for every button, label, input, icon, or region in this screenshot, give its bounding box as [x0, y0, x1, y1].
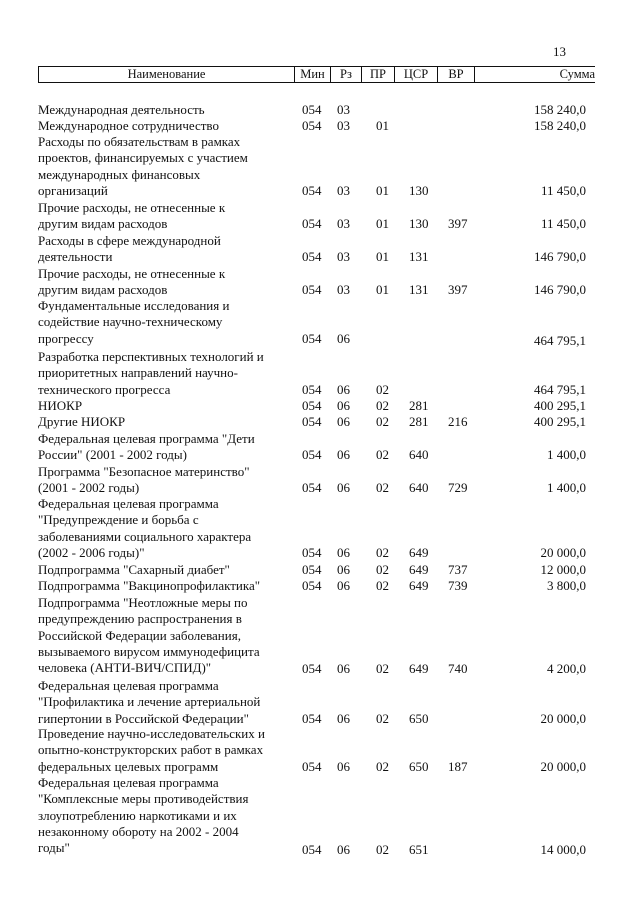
- row-name: Расходы по обязательствам в рамках проектов, финансируемых с участием международных финансовых организаций: [38, 134, 248, 198]
- header-csr: ЦСР: [395, 67, 438, 82]
- row-pr: 01: [376, 118, 389, 133]
- row-min: 054: [302, 102, 322, 117]
- row-pr: 02: [376, 447, 389, 462]
- row-name: Федеральная целевая программа "Профилактика и лечение артериальной гипертонии в Российской Федерации": [38, 678, 261, 726]
- row-csr: 640: [409, 447, 429, 462]
- row-sum: 158 240,0: [534, 102, 586, 117]
- row-rz: 03: [337, 249, 350, 264]
- row-rz: 06: [337, 759, 350, 774]
- row-rz: 06: [337, 545, 350, 560]
- row-csr: 649: [409, 661, 429, 676]
- row-name: НИОКР: [38, 398, 83, 413]
- header-min: Мин: [295, 67, 331, 82]
- row-csr: 650: [409, 759, 429, 774]
- row-csr: 130: [409, 183, 429, 198]
- row-csr: 649: [409, 562, 429, 577]
- row-vr: 187: [448, 759, 468, 774]
- row-min: 054: [302, 282, 322, 297]
- row-pr: 01: [376, 282, 389, 297]
- row-csr: 281: [409, 398, 429, 413]
- row-sum: 1 400,0: [547, 480, 586, 495]
- row-sum: 14 000,0: [540, 842, 586, 857]
- row-csr: 131: [409, 282, 429, 297]
- row-csr: 651: [409, 842, 429, 857]
- header-pr: ПР: [362, 67, 395, 82]
- row-pr: 02: [376, 562, 389, 577]
- row-pr: 02: [376, 661, 389, 676]
- row-min: 054: [302, 447, 322, 462]
- row-pr: 02: [376, 480, 389, 495]
- row-pr: 01: [376, 183, 389, 198]
- row-name: Фундаментальные исследования и содействие научно-техническому прогрессу: [38, 298, 230, 346]
- row-rz: 06: [337, 711, 350, 726]
- row-name: Разработка перспективных технологий и приоритетных направлений научно- технического прогресса: [38, 349, 264, 397]
- row-rz: 06: [337, 331, 350, 346]
- row-vr: 397: [448, 282, 468, 297]
- row-vr: 737: [448, 562, 468, 577]
- row-min: 054: [302, 398, 322, 413]
- row-csr: 650: [409, 711, 429, 726]
- row-csr: 130: [409, 216, 429, 231]
- row-csr: 640: [409, 480, 429, 495]
- row-rz: 06: [337, 661, 350, 676]
- row-name: Другие НИОКР: [38, 414, 126, 429]
- row-csr: 281: [409, 414, 429, 429]
- row-name: Проведение научно-исследовательских и опытно-конструкторских работ в рамках федеральных целевых программ: [38, 726, 265, 774]
- row-rz: 03: [337, 216, 350, 231]
- row-pr: 02: [376, 578, 389, 593]
- row-sum: 12 000,0: [540, 562, 586, 577]
- row-csr: 649: [409, 578, 429, 593]
- row-vr: 397: [448, 216, 468, 231]
- row-sum: 400 295,1: [534, 398, 586, 413]
- row-vr: 740: [448, 661, 468, 676]
- row-pr: 01: [376, 249, 389, 264]
- row-vr: 739: [448, 578, 468, 593]
- row-csr: 649: [409, 545, 429, 560]
- row-rz: 06: [337, 842, 350, 857]
- row-pr: 02: [376, 842, 389, 857]
- row-min: 054: [302, 661, 322, 676]
- row-min: 054: [302, 480, 322, 495]
- row-rz: 03: [337, 183, 350, 198]
- row-name: Программа "Безопасное материнство" (2001 - 2002 годы): [38, 464, 250, 496]
- row-rz: 06: [337, 447, 350, 462]
- row-sum: 3 800,0: [547, 578, 586, 593]
- row-sum: 146 790,0: [534, 282, 586, 297]
- row-sum: 4 200,0: [547, 661, 586, 676]
- row-name: Подпрограмма "Сахарный диабет": [38, 562, 230, 577]
- row-pr: 02: [376, 545, 389, 560]
- row-sum: 1 400,0: [547, 447, 586, 462]
- header-rz: Рз: [331, 67, 362, 82]
- row-sum: 464 795,1: [534, 382, 586, 397]
- row-name: Подпрограмма "Вакцинопрофилактика": [38, 578, 261, 593]
- page-number: 13: [553, 44, 566, 59]
- row-vr: 729: [448, 480, 468, 495]
- header-sum: Сумма: [559, 67, 595, 81]
- row-vr: 216: [448, 414, 468, 429]
- row-min: 054: [302, 545, 322, 560]
- row-min: 054: [302, 578, 322, 593]
- row-rz: 06: [337, 480, 350, 495]
- row-name: Расходы в сфере международной деятельности: [38, 233, 221, 265]
- row-name: Прочие расходы, не отнесенные к другим видам расходов: [38, 200, 226, 232]
- row-rz: 03: [337, 118, 350, 133]
- row-pr: 02: [376, 711, 389, 726]
- row-rz: 03: [337, 282, 350, 297]
- row-sum: 20 000,0: [540, 545, 586, 560]
- row-min: 054: [302, 331, 322, 346]
- row-sum: 11 450,0: [540, 216, 586, 231]
- row-min: 054: [302, 759, 322, 774]
- row-name: Международная деятельность: [38, 102, 205, 117]
- row-min: 054: [302, 414, 322, 429]
- row-sum: 464 795,1: [534, 333, 586, 348]
- row-name: Прочие расходы, не отнесенные к другим видам расходов: [38, 266, 226, 298]
- row-rz: 06: [337, 398, 350, 413]
- row-name: Федеральная целевая программа "Комплексные меры противодействия злоупотреблению наркотиками и их незаконному обороту на 2002 - 2004 годы": [38, 775, 249, 856]
- row-min: 054: [302, 842, 322, 857]
- row-pr: 02: [376, 398, 389, 413]
- row-sum: 11 450,0: [540, 183, 586, 198]
- header-name: Наименование: [39, 67, 295, 82]
- row-rz: 06: [337, 414, 350, 429]
- row-sum: 20 000,0: [540, 711, 586, 726]
- row-sum: 146 790,0: [534, 249, 586, 264]
- row-name: Международное сотрудничество: [38, 118, 219, 133]
- row-csr: 131: [409, 249, 429, 264]
- row-pr: 01: [376, 216, 389, 231]
- row-sum: 20 000,0: [540, 759, 586, 774]
- row-min: 054: [302, 216, 322, 231]
- row-min: 054: [302, 183, 322, 198]
- row-rz: 06: [337, 382, 350, 397]
- row-name: Подпрограмма "Неотложные меры по предупреждению распространения в Российской Федерации заболевания, вызываемого вирусом иммунодефицита человека (АНТИ-ВИЧ/СПИД)": [38, 595, 260, 676]
- row-min: 054: [302, 118, 322, 133]
- row-sum: 158 240,0: [534, 118, 586, 133]
- header-vr: ВР: [438, 67, 475, 82]
- row-name: Федеральная целевая программа "Дети России" (2001 - 2002 годы): [38, 431, 255, 463]
- row-rz: 03: [337, 102, 350, 117]
- row-rz: 06: [337, 578, 350, 593]
- row-min: 054: [302, 382, 322, 397]
- row-min: 054: [302, 249, 322, 264]
- row-pr: 02: [376, 382, 389, 397]
- row-min: 054: [302, 711, 322, 726]
- row-name: Федеральная целевая программа "Предупреждение и борьба с заболеваниями социального характера (2002 - 2006 годы)": [38, 496, 252, 560]
- row-pr: 02: [376, 414, 389, 429]
- row-sum: 400 295,1: [534, 414, 586, 429]
- row-rz: 06: [337, 562, 350, 577]
- row-min: 054: [302, 562, 322, 577]
- row-pr: 02: [376, 759, 389, 774]
